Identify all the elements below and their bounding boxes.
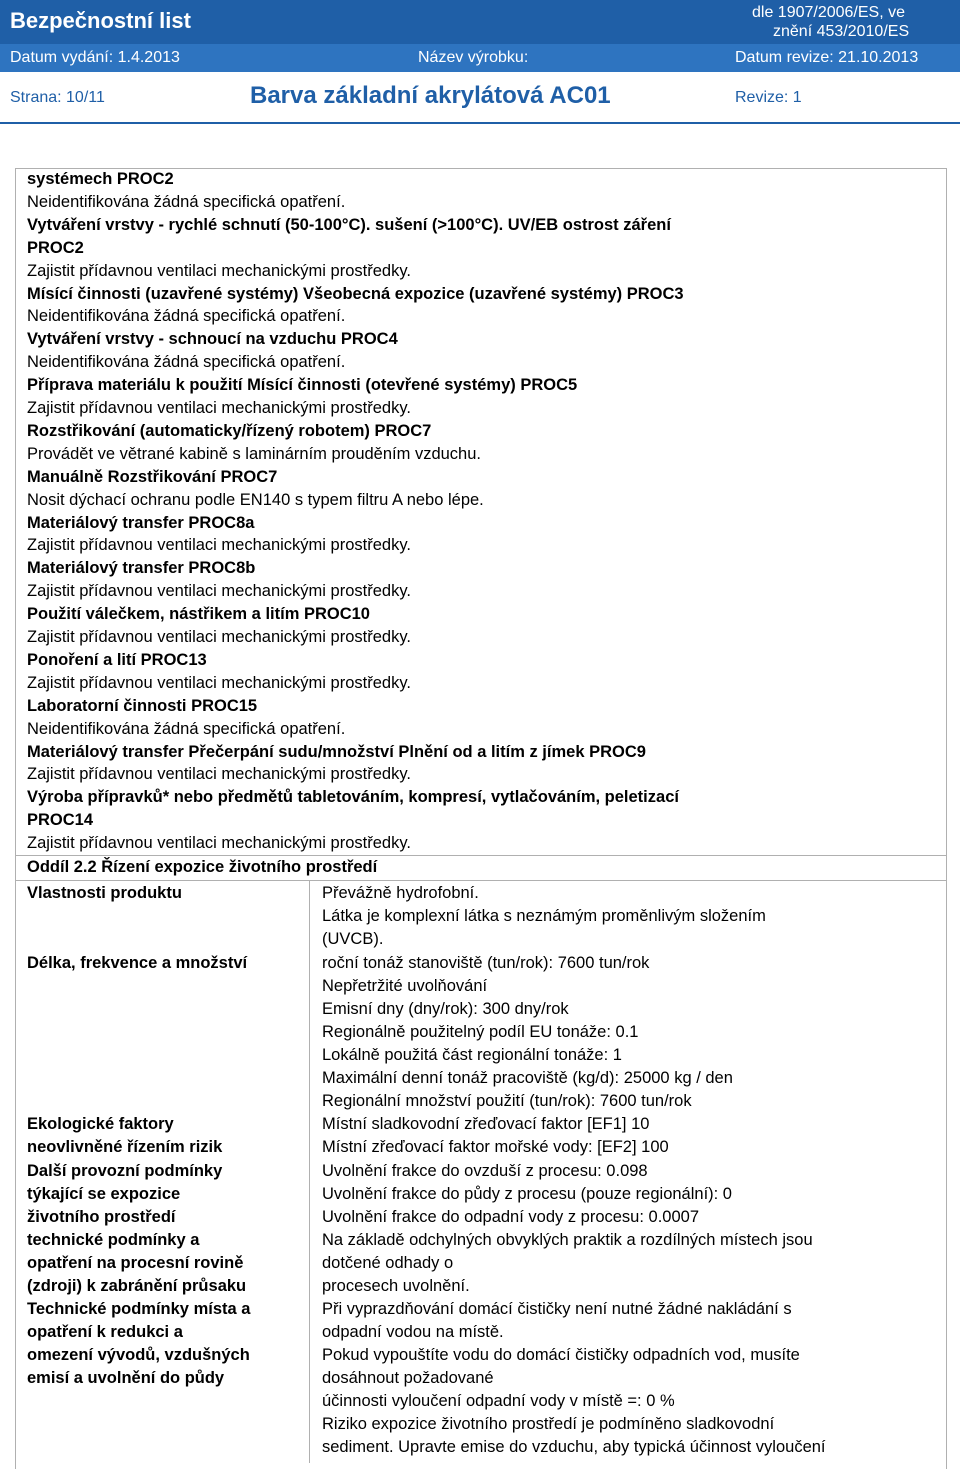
row-label: (zdroji) k zabránění průsaku: [27, 1277, 247, 1295]
measure-line: Laboratorní činnosti PROC15: [27, 696, 258, 715]
row-value: Uvolnění frakce do ovzduší z procesu: 0.098: [322, 1162, 648, 1180]
row-value: Látka je komplexní látka s neznámým proměnlivým složením: [322, 907, 766, 925]
row-value: procesech uvolnění.: [322, 1277, 470, 1295]
row-value: Uvolnění frakce do půdy z procesu (pouze regionální): 0: [322, 1185, 732, 1203]
row-value: Emisní dny (dny/rok): 300 dny/rok: [322, 1000, 569, 1018]
row-value: Při vyprazdňování domácí čističky není nutné žádné nakládání s: [322, 1300, 792, 1318]
measure-line: Nosit dýchací ochranu podle EN140 s typem filtru A nebo lépe.: [27, 490, 484, 509]
measure-line: Materiálový transfer PROC8a: [27, 513, 255, 532]
measure-line: Manuálně Rozstřikování PROC7: [27, 467, 278, 486]
measure-line: Zajistit přídavnou ventilaci mechanickými prostředky.: [27, 834, 411, 853]
row-label: Vlastnosti produktu: [27, 884, 182, 902]
issue-date: Datum vydání: 1.4.2013: [10, 49, 180, 66]
row-label: omezení vývodů, vzdušných: [27, 1346, 250, 1364]
measure-line: Neidentifikována žádná specifická opatření.: [27, 192, 346, 211]
regulation-line-2: znění 453/2010/ES: [773, 23, 910, 40]
row-label: opatření k redukci a: [27, 1323, 183, 1341]
document-title: Bezpečnostní list: [10, 8, 191, 33]
row-value: Na základě odchylných obvyklých praktik a rozdílných místech jsou: [322, 1231, 813, 1249]
measure-line: Mísící činnosti (uzavřené systémy) Všeobecná expozice (uzavřené systémy) PROC3: [27, 284, 684, 303]
measure-line: Rozstřikování (automaticky/řízený robotem) PROC7: [27, 421, 432, 440]
table-column-divider: [309, 880, 310, 1463]
regulation-line-1: dle 1907/2006/ES, ve: [752, 4, 906, 21]
measure-line: Zajistit přídavnou ventilaci mechanickými prostředky.: [27, 536, 411, 555]
measure-line: Materiálový transfer PROC8b: [27, 559, 256, 578]
section-divider-bottom: [15, 880, 946, 881]
measure-line: Ponoření a lití PROC13: [27, 650, 207, 669]
header-dates-band: [0, 44, 960, 72]
section-divider-top: [15, 855, 946, 856]
product-name: Barva základní akrylátová AC01: [250, 82, 611, 109]
row-value: účinnosti vyloučení odpadní vody v místě =: 0 %: [322, 1392, 675, 1410]
row-value: roční tonáž stanoviště (tun/rok): 7600 tun/rok: [322, 954, 650, 972]
row-label: týkající se expozice: [27, 1185, 181, 1203]
header-top-band: [0, 0, 960, 44]
row-value: odpadní vodou na místě.: [322, 1323, 504, 1341]
measure-line: Neidentifikována žádná specifická opatření.: [27, 307, 346, 326]
row-label: emisí a uvolnění do půdy: [27, 1369, 225, 1387]
row-value: dosáhnout požadované: [322, 1369, 494, 1387]
row-value: (UVCB).: [322, 930, 384, 948]
measure-line: Vytváření vrstvy - schnoucí na vzduchu PROC4: [27, 330, 398, 349]
revision-date: Datum revize: 21.10.2013: [735, 49, 919, 66]
revision-number: Revize: 1: [735, 89, 802, 106]
row-value: Místní zřeďovací faktor mořské vody: [EF2] 100: [322, 1138, 669, 1156]
measure-line: Zajistit přídavnou ventilaci mechanickými prostředky.: [27, 673, 411, 692]
measure-line: PROC14: [27, 811, 94, 830]
measure-line: Zajistit přídavnou ventilaci mechanickými prostředky.: [27, 628, 411, 646]
measure-line: Příprava materiálu k použití Mísící činnosti (otevřené systémy) PROC5: [27, 376, 578, 395]
section-title: Oddíl 2.2 Řízení expozice životního prostředí: [27, 858, 378, 876]
row-label: Další provozní podmínky: [27, 1162, 223, 1180]
measure-line: Zajistit přídavnou ventilaci mechanickými prostředky.: [27, 261, 411, 280]
measure-line: Materiálový transfer Přečerpání sudu/množství Plnění od a litím z jímek PROC9: [27, 742, 646, 761]
row-value: Regionální množství použití (tun/rok): 7600 tun/rok: [322, 1092, 692, 1110]
measure-line: PROC2: [27, 238, 84, 257]
product-name-label: Název výrobku:: [418, 49, 529, 66]
measure-line: systémech PROC2: [27, 170, 174, 188]
row-value: Maximální denní tonáž pracoviště (kg/d): 25000 kg / den: [322, 1069, 733, 1087]
header-product-band: [0, 76, 960, 124]
row-value: Lokálně použitá část regionální tonáže: 1: [322, 1046, 622, 1064]
row-value: Regionálně použitelný podíl EU tonáže: 0.1: [322, 1023, 639, 1041]
page-number: Strana: 10/11: [10, 89, 105, 106]
row-value: Nepřetržité uvolňování: [322, 977, 488, 995]
row-value: Pokud vypouštíte vodu do domácí čističky odpadních vod, musíte: [322, 1346, 800, 1364]
row-value: Převážně hydrofobní.: [322, 884, 479, 902]
measure-line: Provádět ve větrané kabině s laminárním prouděním vzduchu.: [27, 444, 481, 463]
row-value: sediment. Upravte emise do vzduchu, aby typická účinnost vyloučení: [322, 1438, 826, 1456]
row-value: Místní sladkovodní zřeďovací faktor [EF1] 10: [322, 1115, 650, 1133]
measure-line: Neidentifikována žádná specifická opatření.: [27, 719, 346, 738]
row-label: Technické podmínky místa a: [27, 1300, 251, 1318]
row-label: Ekologické faktory: [27, 1115, 174, 1133]
row-value: Riziko expozice životního prostředí je podmíněno sladkovodní: [322, 1415, 775, 1433]
measure-line: Neidentifikována žádná specifická opatření.: [27, 353, 346, 372]
measure-line: Použití válečkem, nástřikem a litím PROC10: [27, 605, 370, 624]
row-label: opatření na procesní rovině: [27, 1254, 244, 1272]
measure-line: Vytváření vrstvy - rychlé schnutí (50-100°C). sušení (>100°C). UV/EB ostrost záření: [27, 215, 671, 234]
measure-line: Výroba přípravků* nebo předmětů tabletováním, kompresí, vytlačováním, peletizací: [27, 788, 679, 807]
measure-line: Zajistit přídavnou ventilaci mechanickými prostředky.: [27, 582, 411, 601]
row-label: neovlivněné řízením rizik: [27, 1138, 223, 1156]
measure-line: Zajistit přídavnou ventilaci mechanickými prostředky.: [27, 399, 411, 417]
row-label: životního prostředí: [27, 1208, 176, 1226]
row-value: dotčené odhady o: [322, 1254, 454, 1272]
measure-line: Zajistit přídavnou ventilaci mechanickými prostředky.: [27, 765, 411, 784]
row-value: Uvolnění frakce do odpadní vody z procesu: 0.0007: [322, 1208, 699, 1226]
row-label: technické podmínky a: [27, 1231, 200, 1249]
row-label: Délka, frekvence a množství: [27, 954, 248, 972]
